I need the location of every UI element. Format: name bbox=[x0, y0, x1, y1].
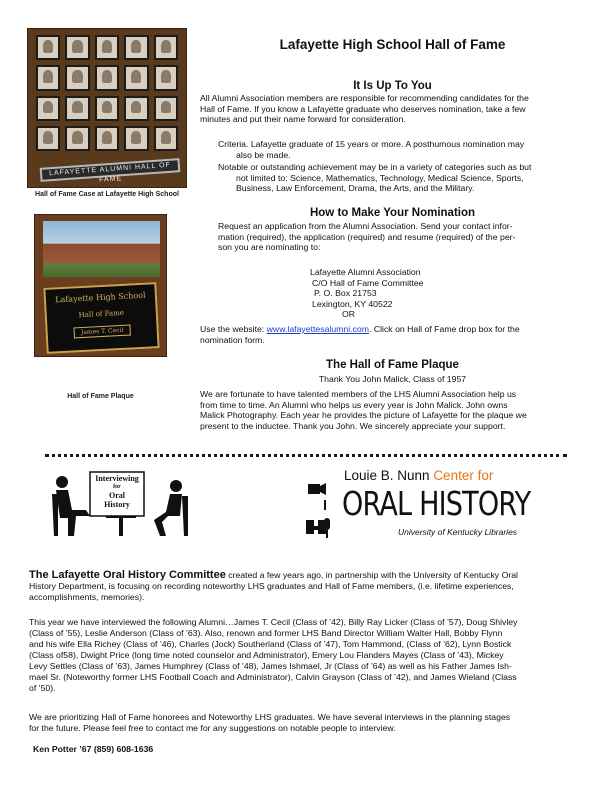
case-photo-caption: Hall of Fame Case at Lafayette High School bbox=[35, 191, 179, 198]
interviewing-oral-history-logo bbox=[50, 470, 190, 540]
oral-history-committee-title: The Lafayette Oral History Committee bbox=[29, 569, 226, 581]
nunn-center-logo bbox=[302, 466, 531, 548]
case-nameplate: LAFAYETTE ALUMNI HALL OF FAME bbox=[40, 158, 181, 182]
mailing-address: Lafayette Alumni Association C/O Hall of Fame Committee P. O. Box 21753 Lexington, KY 40522 OR bbox=[310, 267, 424, 320]
camera-microphone-icon bbox=[304, 474, 332, 544]
plaque-photo-caption: Hall of Fame Plaque bbox=[67, 393, 134, 400]
logo-left-line2: for bbox=[113, 483, 121, 490]
oral-history-intro: The Lafayette Oral History Committee created a few years ago, in partnership with the University of Kentucky Oral History Department, is focusing on recording noteworthy LHS graduates and Hall of Fame members, (i.e. lifetime experiences, accomplishments, memories). bbox=[29, 569, 518, 602]
nomination-paragraph: Request an application from the Alumni Association. Send your contact infor- mation (required), the application (required) and resume (required) of the per- son you are nominating to: bbox=[218, 221, 516, 253]
page-title: Lafayette High School Hall of Fame bbox=[279, 37, 506, 52]
website-link[interactable]: www.lafayettesalumni.com bbox=[266, 324, 369, 334]
plaque-paragraph: We are fortunate to have talented members of the LHS Alumni Association help us from time to time. An Alumni who helps us every year is John Malick. John owns Malick Photography. Each year he provides the picture of Lafayette for the plaque we present to the inductee. Thank you John. We sincerely appreciate your support. bbox=[200, 389, 527, 431]
thank-you-subheading: Thank You John Malick, Class of 1957 bbox=[318, 374, 467, 384]
plaque-line-name: James T. Cecil bbox=[74, 325, 131, 339]
logo-left-line3: Oral bbox=[109, 490, 125, 500]
school-building-picture bbox=[43, 221, 160, 277]
prioritizing-paragraph: We are prioritizing Hall of Fame honorees and Noteworthy LHS graduates. We have several interviews in the planning stages for the future. Please feel free to contact me for any suggestions on notable people to interview. bbox=[29, 712, 511, 733]
plaque-photo bbox=[34, 214, 167, 357]
logo-right-subtitle: University of Kentucky Libraries bbox=[398, 527, 518, 537]
logo-left-line1: Interviewing bbox=[95, 474, 139, 483]
plaque-line-title: Hall of Fame bbox=[78, 308, 125, 320]
plaque bbox=[43, 282, 159, 354]
logo-right-center-for: Center for bbox=[433, 468, 494, 483]
criteria-paragraph: Criteria. Lafayette graduate of 15 years or more. A posthumous nomination may also be made. bbox=[218, 139, 525, 160]
website-paragraph: Use the website: www.lafayettesalumni.com. Click on Hall of Fame drop box for the nomination form. bbox=[200, 324, 520, 345]
section-heading-up-to-you: It Is Up To You bbox=[353, 80, 432, 92]
interviewed-alumni-paragraph: This year we have interviewed the following Alumni…James T. Cecil (Class of ’42), Billy Ray Licker (Class of ’57), Doug Shivley (Class of ’55), Leslie Anderson (Class of ’63). Also, renown and former LHS Band Director William Walter Hall, Bobby Flynn and his wife Ella Richey (Class of ’46), Charles (Jock) Southerland (Class of ’47), Tom Hammond, (Class of ’62), Lynn Bostick (Class of58), Dwight Price (long time noted counselor and Administrator), Emery Lou Flanders Mayes (Class of ’43), Mickey Levy Settles (Class of ’63), James Humphrey (Class of ’48), James Ishmael, Jr (Class of ’64) as well as his Father James Ish- mael Sr. (Noteworthy former LHS Football Coach and Administrator), Calvin Grayson (Class of ’42), and James Wieland (Class of ’50). bbox=[29, 617, 518, 693]
achievement-paragraph: Notable or outstanding achievement may be in a variety of categories such as but not limited to: Science, Mathematics, Technology, Medical Science, Sports, Business, Law Enforcement, Drama, the Arts, and the Military. bbox=[218, 162, 532, 194]
section-heading-nomination: How to Make Your Nomination bbox=[309, 207, 476, 219]
plaque-line-school: Lafayette High School bbox=[55, 290, 146, 305]
section1-paragraph: All Alumni Association members are responsible for recommending candidates for the Hall of Fame. If you know a Lafayette graduate who deserves nomination, take a few minutes and put their name forward for consideration. bbox=[200, 93, 529, 125]
hall-of-fame-case-photo bbox=[27, 28, 187, 188]
contact-signature: Ken Potter ’67 (859) 608-1636 bbox=[33, 744, 154, 754]
logo-left-line4: History bbox=[104, 500, 130, 510]
logo-right-oral-history: ORAL HISTORY bbox=[342, 484, 531, 523]
logo-right-name: Louie B. Nunn bbox=[344, 468, 434, 483]
dotted-divider bbox=[45, 454, 567, 457]
section-heading-plaque: The Hall of Fame Plaque bbox=[326, 359, 459, 371]
